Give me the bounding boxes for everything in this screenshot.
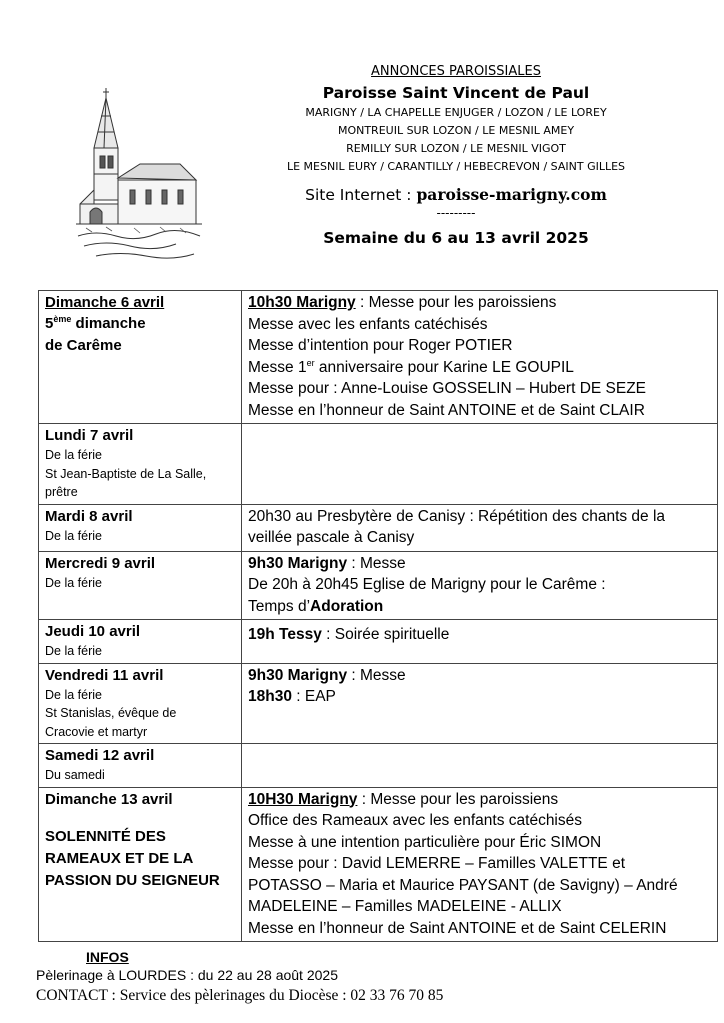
event-time: 9h30 Marigny	[248, 666, 348, 684]
event-line	[248, 596, 711, 618]
day-cell	[39, 551, 242, 620]
event-line	[248, 686, 711, 708]
day-cell	[39, 424, 242, 505]
day-subtitle: De la férie	[45, 448, 102, 462]
announcement-heading: ANNONCES PAROISSIALES	[371, 64, 541, 79]
day-subtitle: Cracovie et martyr	[45, 724, 148, 739]
event-line: POTASSO – Maria et Maurice PAYSANT (de Savigny) – André	[248, 876, 678, 894]
event-emphasis: Adoration	[310, 597, 384, 615]
event-text: Messe 1	[248, 358, 307, 376]
event-text: Temps d’	[248, 597, 311, 615]
table-row	[39, 744, 718, 788]
event-line: Messe à une intention particulière pour Éric SIMON	[248, 833, 602, 851]
day-subtitle: Du samedi	[45, 768, 105, 782]
infos-heading: INFOS	[86, 949, 129, 965]
event-line: veillée pascale à Canisy	[248, 529, 415, 546]
day-subtitle: St Stanislas, évêque de	[45, 706, 177, 720]
day-cell	[39, 291, 242, 424]
ordinal-suffix: er	[306, 357, 315, 368]
day-title: Vendredi 11 avril	[45, 666, 164, 684]
events-cell	[242, 504, 718, 551]
day-title: Lundi 7 avril	[45, 427, 134, 444]
event-line: Messe en l’honneur de Saint ANTOINE et de Saint CELERIN	[248, 919, 667, 937]
week-title: Semaine du 6 au 13 avril 2025	[323, 229, 589, 247]
day-title: Samedi 12 avril	[45, 747, 155, 764]
event-time: 9h30 Marigny	[248, 554, 348, 572]
pilgrimage-info: Pèlerinage à LOURDES : du 22 au 28 août 2025	[36, 967, 338, 983]
table-row	[39, 620, 718, 664]
liturgical-season: de Carême	[45, 337, 122, 354]
event-line: De 20h à 20h45 Eglise de Marigny pour le Carême :	[248, 576, 606, 593]
website-label: Site Internet :	[305, 186, 417, 204]
schedule-table	[38, 290, 718, 942]
event-time: 18h30	[248, 688, 292, 705]
event-line: Messe pour : David LEMERRE – Familles VALETTE et	[248, 855, 626, 872]
event-line: 20h30 au Presbytère de Canisy : Répétition des chants de la	[248, 507, 666, 525]
website-url[interactable]: paroisse-marigny.com	[416, 185, 607, 204]
table-row	[39, 551, 718, 620]
locality-line: LE MESNIL EURY / CARANTILLY / HEBECREVON / SAINT GILLES	[286, 160, 626, 173]
table-row	[39, 291, 718, 424]
header	[262, 62, 650, 251]
liturgical-number: 5	[45, 315, 54, 332]
table-row	[39, 787, 718, 942]
feast-line: SOLENNITÉ DES	[45, 827, 166, 845]
locality-line: MARIGNY / LA CHAPELLE ENJUGER / LOZON / LE LOREY	[305, 106, 607, 119]
day-subtitle: De la férie	[45, 687, 102, 702]
event-line	[248, 624, 711, 646]
day-title: Mardi 8 avril	[45, 507, 133, 525]
event-text: : Messe	[347, 554, 406, 572]
day-subtitle: St Jean-Baptiste de La Salle,	[45, 466, 207, 481]
event-line: Messe d’intention pour Roger POTIER	[248, 337, 513, 354]
event-text: : Messe	[347, 666, 406, 684]
day-cell	[39, 787, 242, 942]
day-subtitle: De la férie	[45, 575, 102, 590]
liturgical-word: dimanche	[71, 315, 146, 332]
liturgical-suffix: ème	[53, 314, 72, 324]
day-subtitle: De la férie	[45, 644, 102, 658]
events-cell	[242, 787, 718, 942]
day-subtitle: prêtre	[45, 485, 78, 499]
event-time: 10h30 Marigny	[248, 294, 356, 311]
feast-line: RAMEAUX ET DE LA	[45, 849, 194, 867]
table-row	[39, 504, 718, 551]
day-title: Jeudi 10 avril	[45, 623, 141, 640]
separator-dashes: ---------	[436, 206, 476, 220]
day-cell	[39, 620, 242, 664]
day-title: Dimanche 13 avril	[45, 790, 173, 808]
event-time: 19h Tessy	[248, 626, 322, 643]
event-line: Office des Rameaux avec les enfants catéchisés	[248, 812, 582, 829]
event-line	[248, 292, 711, 314]
events-cell	[242, 620, 718, 664]
event-text: : Soirée spirituelle	[321, 626, 450, 643]
event-line	[248, 789, 711, 811]
day-subtitle: De la férie	[45, 528, 102, 543]
event-line	[248, 553, 711, 575]
locality-line: MONTREUIL SUR LOZON / LE MESNIL AMEY	[337, 124, 575, 137]
parish-name: Paroisse Saint Vincent de Paul	[322, 84, 590, 102]
spacer	[45, 810, 235, 826]
event-line: Messe avec les enfants catéchisés	[248, 315, 488, 333]
day-title: Dimanche 6 avril	[45, 294, 165, 311]
table-row	[39, 424, 718, 505]
event-line	[248, 357, 711, 379]
table-row	[39, 663, 718, 744]
website-line	[262, 184, 650, 207]
day-cell	[39, 504, 242, 551]
contact-info: CONTACT : Service des pèlerinages du Diocèse : 02 33 76 70 85	[36, 987, 444, 1004]
event-text: : EAP	[291, 688, 336, 705]
feast-line: PASSION DU SEIGNEUR	[45, 871, 220, 889]
church-illustration	[76, 86, 202, 264]
events-cell	[242, 744, 718, 788]
event-line: Messe en l’honneur de Saint ANTOINE et de Saint CLAIR	[248, 401, 645, 419]
liturgical-day	[45, 313, 235, 335]
events-cell	[242, 424, 718, 505]
event-line: MADELEINE – Familles MADELEINE - ALLIX	[248, 898, 562, 915]
events-cell	[242, 291, 718, 424]
events-cell	[242, 663, 718, 744]
event-time: 10H30 Marigny	[248, 790, 358, 808]
event-line: Messe pour : Anne-Louise GOSSELIN – Hubert DE SEZE	[248, 380, 647, 397]
day-cell	[39, 744, 242, 788]
event-line	[248, 665, 711, 687]
events-cell	[242, 551, 718, 620]
day-cell	[39, 663, 242, 744]
event-text: anniversaire pour Karine LE GOUPIL	[314, 358, 574, 376]
event-text: : Messe pour les paroissiens	[357, 790, 559, 808]
event-text: : Messe pour les paroissiens	[355, 294, 557, 311]
locality-line: REMILLY SUR LOZON / LE MESNIL VIGOT	[346, 142, 566, 155]
day-title: Mercredi 9 avril	[45, 554, 156, 572]
